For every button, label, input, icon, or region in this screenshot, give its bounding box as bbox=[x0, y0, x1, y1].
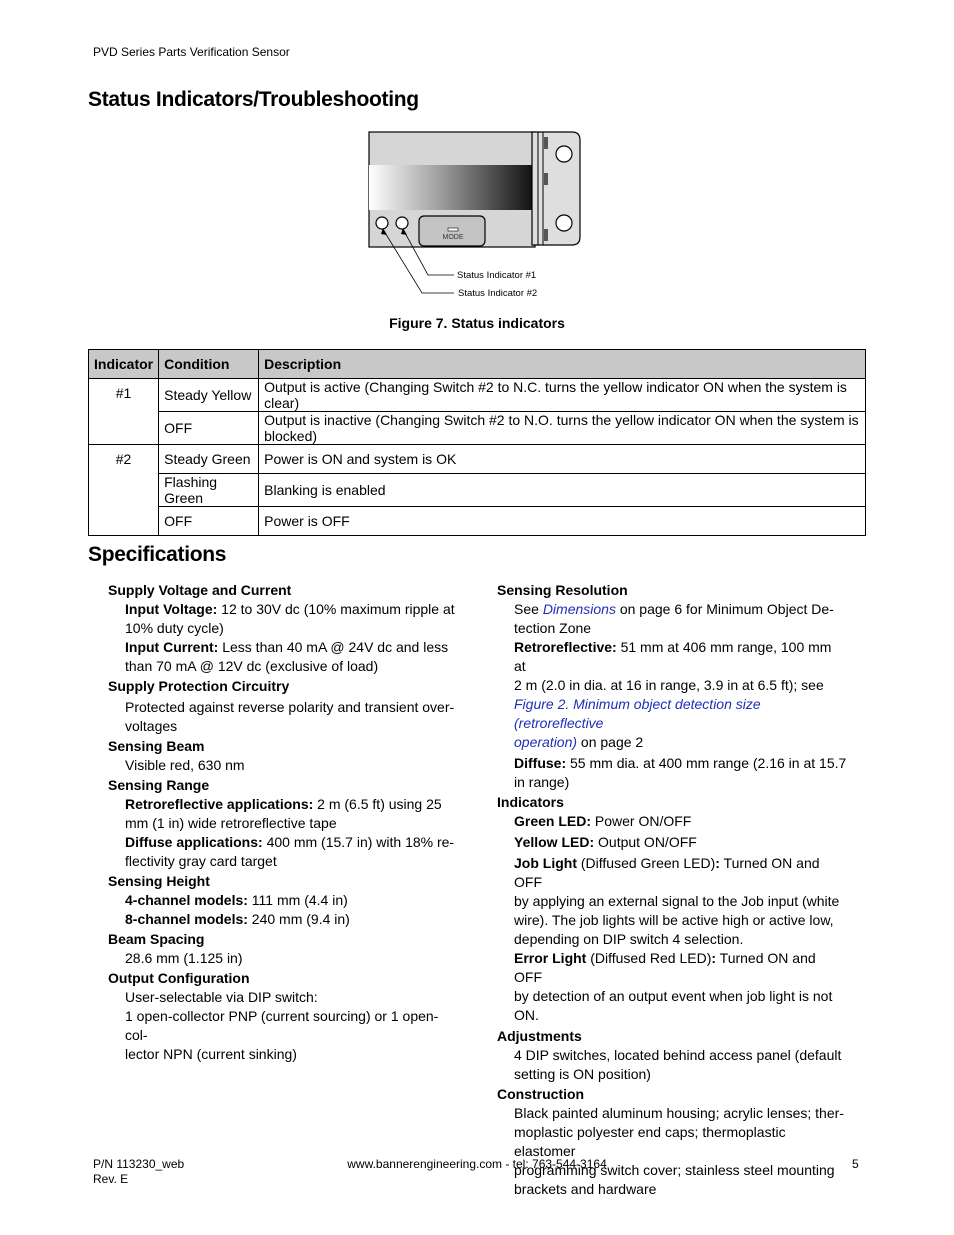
spec-text: 51 mm at 406 mm range, 100 mm at bbox=[514, 639, 832, 674]
status-indicator-1 bbox=[396, 217, 408, 229]
diffuse-applications-label: Diffuse applications: bbox=[125, 834, 263, 850]
table-header-row bbox=[89, 350, 866, 379]
spec-text: moplastic polyester end caps; thermoplastic elastomer bbox=[514, 1124, 786, 1159]
condition-cell: OFF bbox=[159, 412, 259, 445]
specifications-title: Specifications bbox=[88, 543, 227, 566]
spec-text: Visible red, 630 nm bbox=[125, 757, 245, 773]
spec-text: See bbox=[514, 601, 543, 617]
spec-text: in range) bbox=[514, 774, 570, 790]
table-header: Description bbox=[259, 350, 866, 379]
spec-text: Black painted aluminum housing; acrylic lenses; ther- bbox=[514, 1105, 844, 1121]
spec-text: (Diffused Green LED) bbox=[577, 855, 716, 871]
mode-label: MODE bbox=[442, 234, 464, 241]
diffuse-label: Diffuse: bbox=[514, 755, 567, 771]
mounting-hole-bottom bbox=[556, 215, 572, 231]
spec-heading: Sensing Resolution bbox=[497, 582, 628, 598]
spec-text: 240 mm (9.4 in) bbox=[247, 911, 350, 927]
sensor-lens-window bbox=[369, 165, 533, 210]
spec-heading: Adjustments bbox=[497, 1028, 582, 1044]
spec-text: Turned ON and OFF bbox=[514, 855, 820, 890]
description-cell: Power is OFF bbox=[259, 507, 866, 536]
spec-text: 400 mm (15.7 in) with 18% re- bbox=[262, 834, 455, 850]
figure-caption: Figure 7. Status indicators bbox=[389, 315, 565, 331]
spec-heading: Output Configuration bbox=[108, 970, 250, 986]
job-light-label: Job Light bbox=[514, 855, 577, 871]
description-cell: Blanking is enabled bbox=[259, 474, 866, 507]
eight-channel-label: 8-channel models: bbox=[125, 911, 248, 927]
mounting-hole-top bbox=[556, 146, 572, 162]
figure-2-link[interactable]: Figure 2. Minimum object detection size (retroreflective bbox=[514, 696, 761, 731]
spec-text: tection Zone bbox=[514, 620, 592, 636]
spec-text: : bbox=[715, 855, 720, 871]
retroreflective-label: Retroreflective: bbox=[514, 639, 617, 655]
table-header: Indicator bbox=[89, 350, 159, 379]
spec-heading: Beam Spacing bbox=[108, 931, 205, 947]
error-light-label: Error Light bbox=[514, 950, 587, 966]
part-number: P/N 113230_web bbox=[93, 1157, 185, 1171]
spec-text: 111 mm (4.4 in) bbox=[247, 892, 348, 908]
description-cell: Power is ON and system is OK bbox=[259, 445, 866, 474]
status-indicator-2 bbox=[376, 217, 388, 229]
spec-heading: Sensing Beam bbox=[108, 738, 205, 754]
spec-text: depending on DIP switch 4 selection. bbox=[514, 931, 744, 947]
spec-heading: Sensing Height bbox=[108, 873, 210, 889]
sensor-end-cap bbox=[532, 132, 580, 245]
spec-text: setting is ON position) bbox=[514, 1066, 651, 1082]
spec-text: by applying an external signal to the Job input (white bbox=[514, 893, 840, 909]
spec-heading: Construction bbox=[497, 1086, 585, 1102]
table-row bbox=[89, 412, 866, 445]
condition-cell: OFF bbox=[159, 507, 259, 536]
spec-text: wire). The job lights will be active high or active low, bbox=[514, 912, 834, 928]
specs-right-column bbox=[497, 580, 847, 1199]
retro-applications-label: Retroreflective applications: bbox=[125, 796, 314, 812]
indicator-cell: #2 bbox=[89, 445, 159, 536]
spec-text: voltages bbox=[125, 718, 178, 734]
spec-text: on page 2 bbox=[577, 734, 644, 750]
status-section-title: Status Indicators/Troubleshooting bbox=[88, 88, 419, 111]
spec-text: (Diffused Red LED) bbox=[586, 950, 712, 966]
input-current-label: Input Current: bbox=[125, 639, 219, 655]
spec-heading: Indicators bbox=[497, 794, 564, 810]
revision: Rev. E bbox=[93, 1172, 129, 1186]
condition-cell: Flashing Green bbox=[159, 474, 259, 507]
condition-cell: Steady Yellow bbox=[159, 379, 259, 412]
dimensions-link[interactable]: Dimensions bbox=[542, 601, 616, 617]
running-header: PVD Series Parts Verification Sensor bbox=[93, 45, 290, 59]
input-voltage-value-cont: 10% duty cycle) bbox=[125, 620, 224, 636]
spec-text: brackets and hardware bbox=[514, 1181, 657, 1197]
spec-text: 28.6 mm (1.125 in) bbox=[125, 950, 243, 966]
spec-heading: Supply Protection Circuitry bbox=[108, 678, 290, 694]
spec-text: Power ON/OFF bbox=[591, 813, 692, 829]
indicator-cell: #1 bbox=[89, 379, 159, 445]
spec-text: lector NPN (current sinking) bbox=[125, 1046, 297, 1062]
spec-text: Turned ON and OFF bbox=[514, 950, 816, 985]
spec-text: flectivity gray card target bbox=[125, 853, 277, 869]
callout-status-indicator-1: Status Indicator #1 bbox=[457, 270, 537, 281]
spec-text: mm (1 in) wide retroreflective tape bbox=[125, 815, 337, 831]
spec-text: 1 open-collector PNP (current sourcing) or 1 open-col- bbox=[125, 1008, 439, 1043]
spec-text: programming switch cover; stainless steel mounting bbox=[514, 1162, 835, 1178]
spec-text: 4 DIP switches, located behind access panel (default bbox=[514, 1047, 842, 1063]
table-row bbox=[89, 445, 866, 474]
spec-heading: Supply Voltage and Current bbox=[108, 582, 292, 598]
description-cell: Output is inactive (Changing Switch #2 to N.O. turns the yellow indicator ON when the system is blocked) bbox=[259, 412, 866, 445]
input-voltage-label: Input Voltage: bbox=[125, 601, 218, 617]
spec-text: ON. bbox=[514, 1007, 539, 1023]
callout-status-indicator-2: Status Indicator #2 bbox=[458, 288, 538, 299]
spec-text: Output ON/OFF bbox=[594, 834, 697, 850]
input-voltage-value: 12 to 30V dc (10% maximum ripple at bbox=[217, 601, 455, 617]
condition-cell: Steady Green bbox=[159, 445, 259, 474]
status-indicator-figure bbox=[360, 125, 600, 305]
yellow-led-label: Yellow LED: bbox=[514, 834, 595, 850]
spec-text: 2 m (6.5 ft) using 25 bbox=[313, 796, 442, 812]
spec-text: on page 6 for Minimum Object De- bbox=[615, 601, 834, 617]
four-channel-label: 4-channel models: bbox=[125, 892, 248, 908]
input-current-value: Less than 40 mA @ 24V dc and less bbox=[218, 639, 449, 655]
table-header: Condition bbox=[159, 350, 259, 379]
footer-contact: www.bannerengineering.com - tel: 763-544-3164 bbox=[347, 1157, 607, 1171]
status-indicator-table bbox=[88, 349, 866, 536]
green-led-label: Green LED: bbox=[514, 813, 592, 829]
spec-text: by detection of an output event when job light is not bbox=[514, 988, 833, 1004]
spec-text: User-selectable via DIP switch: bbox=[125, 989, 318, 1005]
spec-heading: Sensing Range bbox=[108, 777, 210, 793]
page-number: 5 bbox=[852, 1157, 859, 1171]
table-row bbox=[89, 474, 866, 507]
description-cell: Output is active (Changing Switch #2 to N.C. turns the yellow indicator ON when the system is clear) bbox=[259, 379, 866, 412]
table-row bbox=[89, 507, 866, 536]
spec-text: 2 m (2.0 in dia. at 16 in range, 3.9 in at 6.5 ft); see bbox=[514, 677, 824, 693]
input-current-value-cont: than 70 mA @ 12V dc (exclusive of load) bbox=[125, 658, 379, 674]
figure-2-link-cont[interactable]: operation) bbox=[514, 734, 578, 750]
specs-left-column bbox=[108, 580, 458, 1064]
spec-text: : bbox=[711, 950, 717, 966]
table-row bbox=[89, 379, 866, 412]
spec-text: 55 mm dia. at 400 mm range (2.16 in at 15.7 bbox=[566, 755, 847, 771]
spec-text: Protected against reverse polarity and transient over- bbox=[125, 699, 455, 715]
